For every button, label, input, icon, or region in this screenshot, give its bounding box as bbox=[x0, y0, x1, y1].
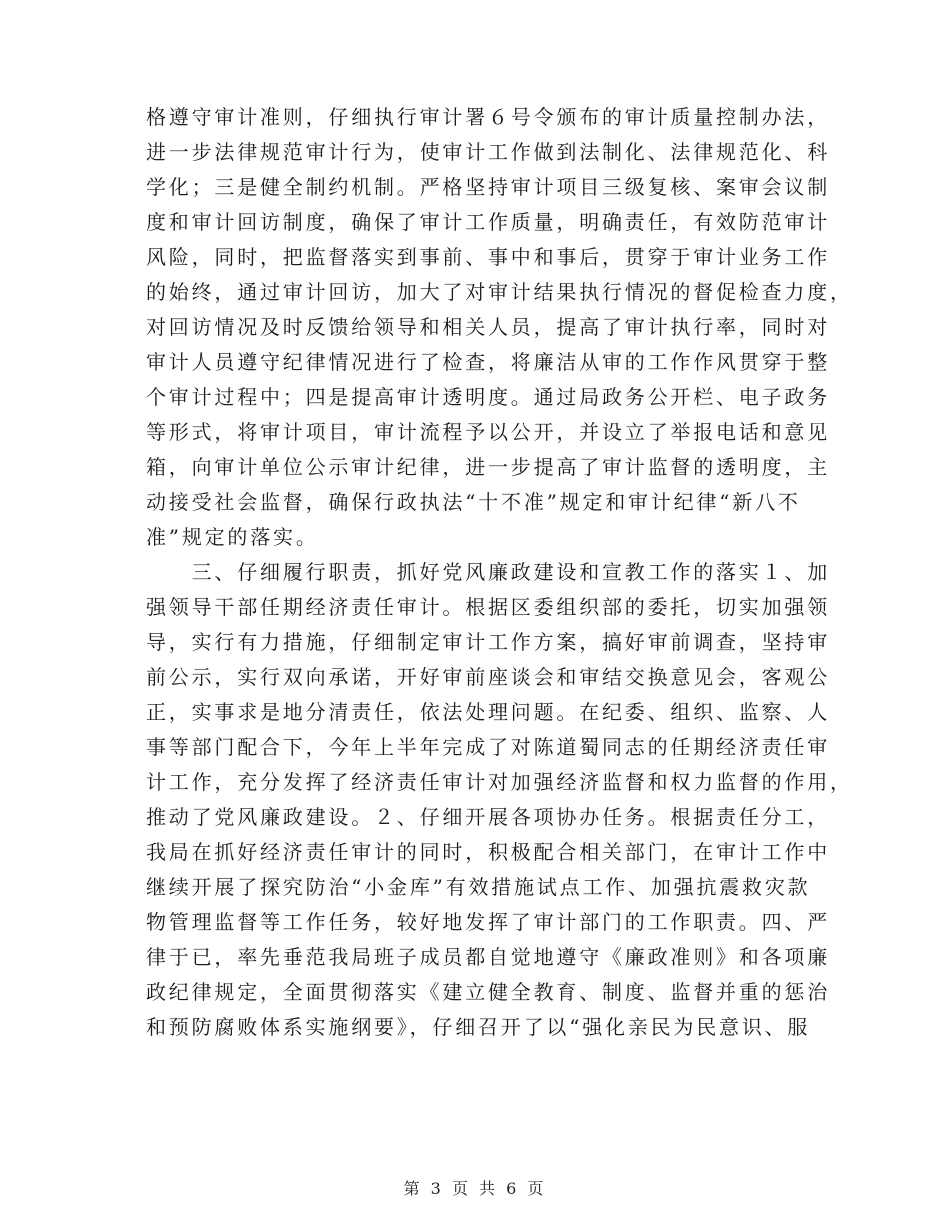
text-line: 审计人员遵守纪律情况进行了检查，将廉洁从审的工作作风贯穿于整 bbox=[146, 350, 830, 374]
page-footer: 第 3 页 共 6 页 bbox=[403, 1179, 547, 1198]
text-line: 正，实事求是地分清责任，依法处理问题。在纪委、组织、监察、人 bbox=[146, 700, 830, 724]
text-line: 我局在抓好经济责任审计的同时，积极配合相关部门，在审计工作中 bbox=[146, 840, 830, 864]
text-line: 三、仔细履行职责，抓好党风廉政建设和宣教工作的落实１、加 bbox=[146, 560, 830, 584]
text-line: 个审计过程中；四是提高审计透明度。通过局政务公开栏、电子政务 bbox=[146, 385, 830, 409]
text-line: 度和审计回访制度，确保了审计工作质量，明确责任，有效防范审计 bbox=[146, 210, 830, 234]
text-line: 继续开展了探究防治“小金库”有效措施试点工作、加强抗震救灾款 bbox=[146, 875, 811, 899]
text-line: 动接受社会监督，确保行政执法“十不准”规定和审计纪律“新八不 bbox=[146, 490, 801, 514]
text-line: 政纪律规定，全面贯彻落实《建立健全教育、制度、监督并重的惩治 bbox=[146, 980, 830, 1004]
text-line: 的始终，通过审计回访，加大了对审计结果执行情况的督促检查力度， bbox=[146, 280, 853, 304]
text-line: 准”规定的落实。 bbox=[146, 525, 319, 549]
text-line: 推动了党风廉政建设。２、仔细开展各项协办任务。根据责任分工， bbox=[146, 805, 830, 829]
text-line: 强领导干部任期经济责任审计。根据区委组织部的委托，切实加强领 bbox=[146, 595, 830, 619]
text-line: 律于已，率先垂范我局班子成员都自觉地遵守《廉政准则》和各项廉 bbox=[146, 945, 830, 969]
text-line: 物管理监督等工作任务，较好地发挥了审计部门的工作职责。四、严 bbox=[146, 910, 830, 934]
text-line: 导，实行有力措施，仔细制定审计工作方案，搞好审前调查，坚持审 bbox=[146, 630, 830, 654]
text-line: 等形式，将审计项目，审计流程予以公开，并设立了举报电话和意见 bbox=[146, 420, 830, 444]
text-line: 和预防腐败体系实施纲要》，仔细召开了以“强化亲民为民意识、服 bbox=[146, 1015, 811, 1039]
text-line: 格遵守审计准则，仔细执行审计署６号令颁布的审计质量控制办法， bbox=[146, 105, 830, 129]
text-line: 风险，同时，把监督落实到事前、事中和事后，贯穿于审计业务工作 bbox=[146, 245, 830, 269]
text-line: 进一步法律规范审计行为，使审计工作做到法制化、法律规范化、科 bbox=[146, 140, 830, 164]
text-line: 箱，向审计单位公示审计纪律，进一步提高了审计监督的透明度，主 bbox=[146, 455, 830, 479]
text-line: 前公示，实行双向承诺，开好审前座谈会和审结交换意见会，客观公 bbox=[146, 665, 830, 689]
text-line: 计工作，充分发挥了经济责任审计对加强经济监督和权力监督的作用， bbox=[146, 770, 853, 794]
text-line: 学化；三是健全制约机制。严格坚持审计项目三级复核、案审会议制 bbox=[146, 175, 830, 199]
text-line: 事等部门配合下，今年上半年完成了对陈道蜀同志的任期经济责任审 bbox=[146, 735, 830, 759]
text-line: 对回访情况及时反馈给领导和相关人员，提高了审计执行率，同时对 bbox=[146, 315, 830, 339]
body-text bbox=[146, 100, 853, 1045]
